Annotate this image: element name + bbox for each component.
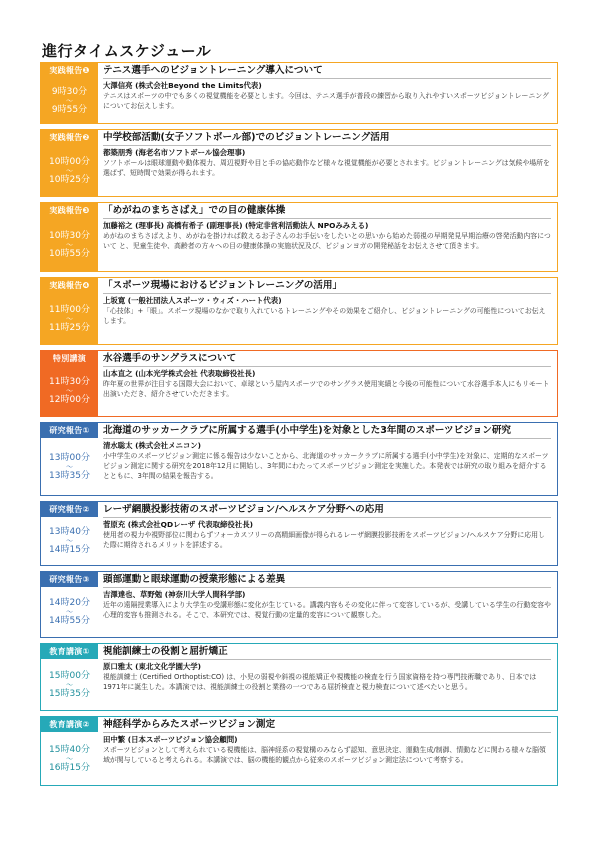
session-title: 「スポーツ現場におけるビジョントレーニングの活用」 xyxy=(103,280,551,294)
start-time: 15時00分 xyxy=(49,670,90,681)
start-time: 13時40分 xyxy=(49,527,90,537)
session-speaker: 清水聡太 (株式会社メニコン) xyxy=(103,441,202,450)
end-time: 10時25分 xyxy=(49,174,90,185)
end-time: 16時15分 xyxy=(49,762,90,773)
session-title: 視能訓練士の役割と屈折矯正 xyxy=(103,646,551,660)
end-time: 15時35分 xyxy=(49,688,90,699)
session-description: 近年の遠隔授業導入により大学生の受講形態に変化が生じている。講義内容もその変化に伴って変容しているが、受講している学生の行動変容や心理的変容も推測される。そこで、本研究では、視覚行動の定量的変容について観察した。 xyxy=(103,601,551,619)
session-speaker: 山本直之 (山本光学株式会社 代表取締役社長) xyxy=(103,369,256,378)
tilde-separator: 〜 xyxy=(66,608,73,616)
schedule-entry xyxy=(40,716,558,786)
session-content xyxy=(98,203,557,271)
time-range xyxy=(49,293,90,344)
session-speaker: 吉澤達也、草野勉 (神奈川大学人間科学部) xyxy=(103,590,246,599)
start-time: 14時20分 xyxy=(49,598,90,608)
session-speaker: 原口雅太 (東北文化学園大学) xyxy=(103,662,202,671)
session-description: ソフトボールは眼球運動や動体視力、周辺視野や目と手の協応動作など様々な視覚機能が必要とされます。ビジョントレーニングは気候や場所を選ばず、短時間で効果が得られます。 xyxy=(103,159,550,177)
session-badge: 実践報告❹ xyxy=(41,278,98,293)
session-title: 「めがねのまちさばえ」での目の健康体操 xyxy=(103,205,551,219)
end-time: 13時35分 xyxy=(49,470,90,481)
session-description: 昨年夏の世界が注目する国際大会において、卓球という屋内スポーツでのサングラス使用実績と今後の可能性について水谷選手本人にもリモート出演いただき、紹介させていただきます。 xyxy=(103,380,550,398)
time-range xyxy=(49,366,90,416)
schedule-entry xyxy=(40,350,558,417)
time-column xyxy=(41,502,98,565)
tilde-separator: 〜 xyxy=(66,240,73,249)
session-content xyxy=(98,644,557,710)
time-range xyxy=(49,145,90,196)
session-title: 中学校部活動(女子ソフトボール部)でのビジョントレーニング活用 xyxy=(103,132,551,146)
tilde-separator: 〜 xyxy=(66,537,73,545)
session-speaker: 都築朋秀 (海老名市ソフトボール協会理事) xyxy=(103,148,246,157)
schedule-entry xyxy=(40,202,558,272)
session-badge: 教育講演② xyxy=(41,717,98,732)
time-range xyxy=(49,218,90,271)
session-description: スポーツビジョンとして考えられている視機能は、脳神経系の視覚構のみならず認知、意思決定、運動生成/制御、情動などに関わる様々な脳領域が関与していると考えられる。本講演では、脳の機能的観点から従来のスポーツビジョン測定法について考察する。 xyxy=(103,746,546,764)
start-time: 11時30分 xyxy=(49,377,90,387)
session-title: テニス選手へのビジョントレーニング導入について xyxy=(103,65,551,79)
session-content xyxy=(98,63,557,123)
time-range xyxy=(49,438,90,495)
session-title: レーザ網膜投影技術のスポーツビジョン/ヘルスケア分野への応用 xyxy=(103,504,551,518)
session-badge: 教育講演① xyxy=(41,644,98,659)
session-description: めがねのまちさばえより、めがねを掛ければ救えるお子さんのお手伝いをしたいとの思いから始めた弱視の早期発見早期治療の啓発活動内容について と、児童生徒や、高齢者の方々への目の健康体操の実施状況及び、ビジョンヨガの開発秘話をお伝えさせて頂きます。 xyxy=(103,232,551,250)
tilde-separator: 〜 xyxy=(66,462,73,471)
end-time: 9時55分 xyxy=(51,104,88,115)
time-column xyxy=(41,423,98,495)
session-speaker: 田中繁 (日本スポーツビジョン協会顧問) xyxy=(103,735,238,744)
end-time: 10時55分 xyxy=(49,248,90,259)
schedule-entry xyxy=(40,277,558,345)
session-title: 神経科学からみたスポーツビジョン測定 xyxy=(103,719,551,733)
session-content xyxy=(98,502,557,565)
session-badge: 実践報告❷ xyxy=(41,130,98,145)
session-content xyxy=(98,351,557,416)
time-column xyxy=(41,351,98,416)
time-range xyxy=(49,659,90,710)
time-range xyxy=(52,78,87,123)
schedule-entry xyxy=(40,643,558,711)
session-description: 視能訓練士 (Certified Orthoptist:CO) は、小児の弱視や斜視の視能矯正や視機能の検査を行う国家資格を持つ専門技術職であり、日本では1971年に誕生した。本講演では、視能訓練士の役割と業務の一つである屈折検査と視力検査について述べたいと思う。 xyxy=(103,673,537,691)
time-range xyxy=(49,732,90,785)
session-speaker: 上坂寛 (一般社団法人スポーツ・ウィズ・ハート代表) xyxy=(103,296,282,305)
tilde-separator: 〜 xyxy=(66,96,73,105)
time-range xyxy=(49,517,90,565)
session-description: テニスはスポーツの中でも多くの視覚機能を必要とします。今回は、テニス選手が普段の練習から取り入れやすいスポーツビジョントレーニングについてお伝えします。 xyxy=(103,92,549,110)
session-title: 水谷選手のサングラスについて xyxy=(103,353,551,367)
tilde-separator: 〜 xyxy=(66,166,73,175)
tilde-separator: 〜 xyxy=(66,314,73,323)
time-column xyxy=(41,278,98,344)
start-time: 9時30分 xyxy=(51,86,88,97)
time-column xyxy=(41,644,98,710)
start-time: 10時30分 xyxy=(49,230,90,241)
schedule-entry xyxy=(40,501,558,566)
start-time: 13時00分 xyxy=(49,452,90,463)
session-badge: 研究報告② xyxy=(41,502,98,517)
session-badge: 実践報告❶ xyxy=(41,63,98,78)
session-content xyxy=(98,278,557,344)
session-description: 使用者の視力や視野部位に関わらずフォーカスフリーの高精細画像が得られるレーザ網膜投影技術をスポーツビジョン/ヘルスケア分野に応用した際に期待されるメリットを詳述する。 xyxy=(103,531,545,549)
time-column xyxy=(41,130,98,196)
session-speaker: 菅原充 (株式会社QDレーザ 代表取締役社長) xyxy=(103,520,253,529)
tilde-separator: 〜 xyxy=(66,754,73,763)
session-badge: 特別講演 xyxy=(41,351,98,366)
schedule-entry xyxy=(40,571,558,638)
session-badge: 実践報告❸ xyxy=(41,203,98,218)
time-column xyxy=(41,572,98,637)
session-description: 小中学生のスポーツビジョン測定に係る報告は少ないことから、北海道のサッカークラブに所属する選手(小中学生)を対象に、定期的なスポーツビジョン測定に関する研究を2018年12月に開始し、3年間にわたってスポーツビジョン測定を実施した。本発表では研究の取り組みを紹介するとともに、3年間の結果を報告する。 xyxy=(103,452,549,480)
start-time: 11時00分 xyxy=(49,304,90,315)
session-description: 「心技体」+「眼」。スポーツ現場のなかで取り入れているトレーニングやその効果をご紹介し、ビジョントレーニングの可能性についてお伝えします。 xyxy=(103,307,546,325)
schedule-entry xyxy=(40,422,558,496)
session-speaker: 大澤信亮 (株式会社Beyond the Limits代表) xyxy=(103,81,262,90)
schedule-entry xyxy=(40,129,558,197)
session-speaker: 加藤裕之 (理事長) 高橋有希子 (副理事長) (特定非営利活動法人 NPOみみえる) xyxy=(103,221,369,230)
end-time: 14時55分 xyxy=(49,616,90,626)
session-title: 頭部運動と眼球運動の授業形態による差異 xyxy=(103,574,551,588)
time-column xyxy=(41,203,98,271)
session-badge: 研究報告③ xyxy=(41,572,98,587)
session-title: 北海道のサッカークラブに所属する選手(小中学生)を対象とした3年間のスポーツビジョン研究 xyxy=(103,425,551,439)
end-time: 12時00分 xyxy=(49,395,90,405)
schedule-list xyxy=(40,62,558,791)
session-content xyxy=(98,130,557,196)
session-content xyxy=(98,717,557,785)
start-time: 10時00分 xyxy=(49,156,90,167)
session-badge: 研究報告① xyxy=(41,423,98,438)
tilde-separator: 〜 xyxy=(66,387,73,395)
end-time: 14時15分 xyxy=(49,545,90,555)
page-title: 進行タイムスケジュール xyxy=(42,42,212,60)
session-content xyxy=(98,572,557,637)
schedule-entry xyxy=(40,62,558,124)
start-time: 15時40分 xyxy=(49,744,90,755)
session-content xyxy=(98,423,557,495)
end-time: 11時25分 xyxy=(49,322,90,333)
time-column xyxy=(41,63,98,123)
time-column xyxy=(41,717,98,785)
time-range xyxy=(49,587,90,637)
tilde-separator: 〜 xyxy=(66,680,73,689)
